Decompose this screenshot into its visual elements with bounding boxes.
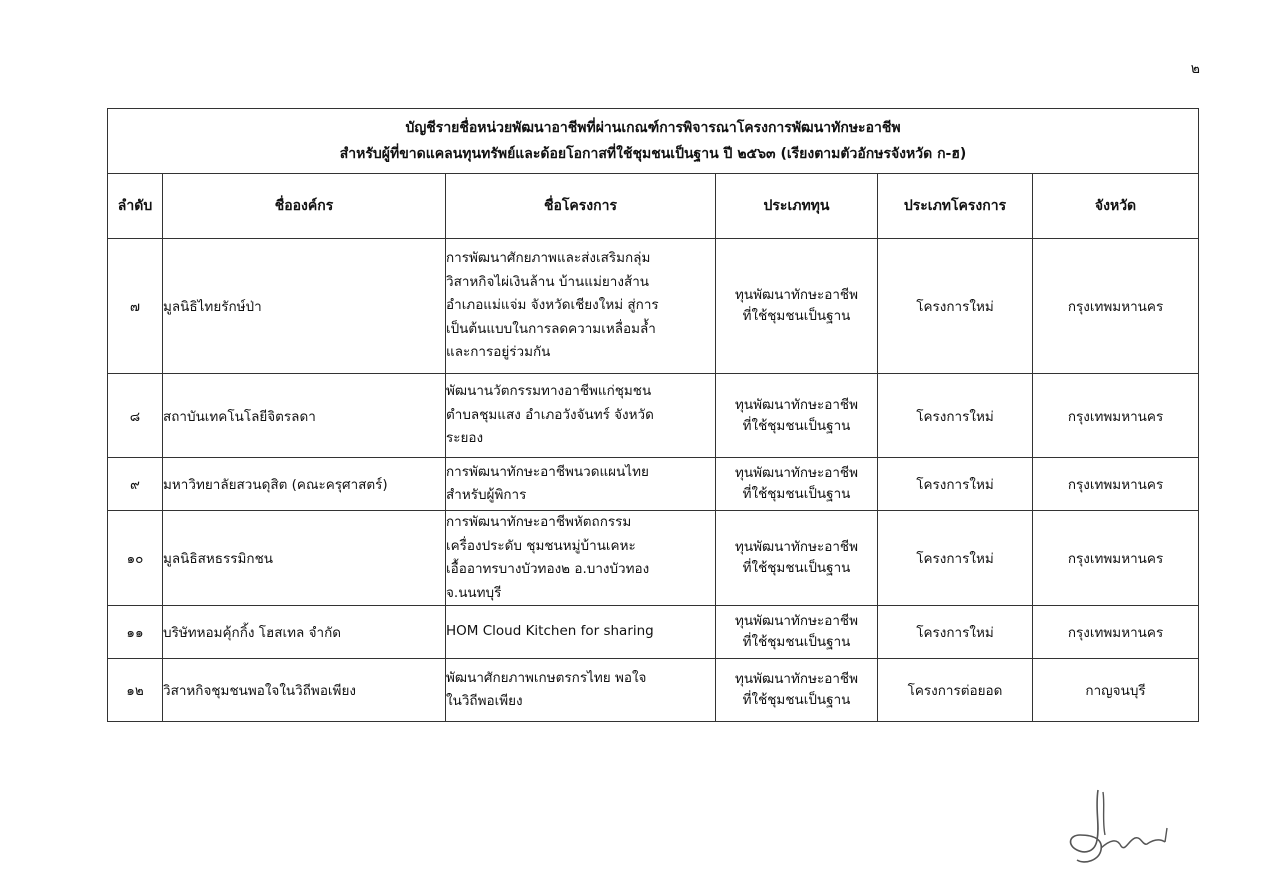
project-name-line: พัฒนานวัตกรรมทางอาชีพแก่ชุมชน bbox=[446, 383, 652, 400]
fund-type-line: ที่ใช้ชุมชนเป็นฐาน bbox=[742, 560, 851, 576]
row-number: ๑๒ bbox=[108, 659, 163, 722]
table-row bbox=[108, 606, 1199, 659]
province: กรุงเทพมหานคร bbox=[1033, 458, 1199, 511]
header-fund-type: ประเภททุน bbox=[716, 174, 878, 239]
header-org: ชื่อองค์กร bbox=[163, 174, 446, 239]
header-no: ลำดับ bbox=[108, 174, 163, 239]
org-name: บริษัทหอมคุ้กกิ้ง โฮสเทล จำกัด bbox=[163, 606, 446, 659]
fund-type bbox=[716, 458, 878, 511]
table-row bbox=[108, 374, 1199, 458]
project-name bbox=[446, 511, 716, 606]
row-number: ๘ bbox=[108, 374, 163, 458]
project-name-line: พัฒนาศักยภาพเกษตรกรไทย พอใจ bbox=[446, 669, 647, 686]
title-line-2: สำหรับผู้ที่ขาดแคลนทุนทรัพย์และด้อยโอกาสที่ใช้ชุมชนเป็นฐาน ปี ๒๕๖๓ (เรียงตามตัวอักษรจังหวัด ก-ฮ) bbox=[339, 146, 967, 162]
project-type: โครงการใหม่ bbox=[878, 606, 1033, 659]
org-name: มหาวิทยาลัยสวนดุสิต (คณะครุศาสตร์) bbox=[163, 458, 446, 511]
org-name: วิสาหกิจชุมชนพอใจในวิถีพอเพียง bbox=[163, 659, 446, 722]
project-name-line: เครื่องประดับ ชุมชนหมู่บ้านเคหะ bbox=[446, 537, 636, 554]
table-row bbox=[108, 511, 1199, 606]
province: กาญจนบุรี bbox=[1033, 659, 1199, 722]
table-row bbox=[108, 239, 1199, 374]
org-name: มูลนิธิไทยรักษ์ป่า bbox=[163, 239, 446, 374]
fund-type bbox=[716, 511, 878, 606]
project-name-line: ระยอง bbox=[446, 430, 484, 447]
project-name-line: ในวิถีพอเพียง bbox=[446, 693, 523, 709]
title-line-1: บัญชีรายชื่อหน่วยพัฒนาอาชีพที่ผ่านเกณฑ์การพิจารณาโครงการพัฒนาทักษะอาชีพ bbox=[405, 120, 901, 136]
table-row bbox=[108, 458, 1199, 511]
project-name bbox=[446, 606, 716, 659]
fund-type-line: ทุนพัฒนาทักษะอาชีพ bbox=[734, 287, 858, 303]
project-name bbox=[446, 374, 716, 458]
table-body bbox=[108, 239, 1199, 722]
project-name bbox=[446, 458, 716, 511]
project-type: โครงการต่อยอด bbox=[878, 659, 1033, 722]
fund-type bbox=[716, 239, 878, 374]
fund-type-line: ที่ใช้ชุมชนเป็นฐาน bbox=[742, 692, 851, 708]
page-number: ๒ bbox=[1190, 61, 1200, 77]
province: กรุงเทพมหานคร bbox=[1033, 511, 1199, 606]
header-project-type: ประเภทโครงการ bbox=[878, 174, 1033, 239]
fund-type-line: ทุนพัฒนาทักษะอาชีพ bbox=[734, 671, 858, 687]
org-name: มูลนิธิสหธรรมิกชน bbox=[163, 511, 446, 606]
project-name-line: เป็นต้นแบบในการลดความเหลื่อมล้ำ bbox=[446, 320, 656, 337]
table-title-row bbox=[108, 109, 1199, 174]
project-type: โครงการใหม่ bbox=[878, 239, 1033, 374]
row-number: ๑๐ bbox=[108, 511, 163, 606]
project-name-line: จ.นนทบุรี bbox=[446, 584, 502, 601]
province: กรุงเทพมหานคร bbox=[1033, 239, 1199, 374]
fund-type bbox=[716, 659, 878, 722]
project-name-line: การพัฒนาศักยภาพและส่งเสริมกลุ่ม bbox=[446, 250, 651, 267]
org-name: สถาบันเทคโนโลยีจิตรลดา bbox=[163, 374, 446, 458]
project-name-line: วิสาหกิจไผ่เงินล้าน บ้านแม่ยางส้าน bbox=[446, 273, 650, 290]
fund-type-line: ทุนพัฒนาทักษะอาชีพ bbox=[734, 613, 858, 629]
signature bbox=[1055, 780, 1185, 875]
row-number: ๑๑ bbox=[108, 606, 163, 659]
province: กรุงเทพมหานคร bbox=[1033, 606, 1199, 659]
project-name-line: สำหรับผู้พิการ bbox=[446, 487, 527, 503]
project-name-line: HOM Cloud Kitchen for sharing bbox=[446, 623, 654, 640]
fund-type bbox=[716, 374, 878, 458]
project-table bbox=[107, 108, 1199, 722]
project-name-line: ตำบลชุมแสง อำเภอวังจันทร์ จังหวัด bbox=[446, 406, 654, 423]
fund-type-line: ที่ใช้ชุมชนเป็นฐาน bbox=[742, 634, 851, 650]
table-row bbox=[108, 659, 1199, 722]
fund-type-line: ทุนพัฒนาทักษะอาชีพ bbox=[734, 539, 858, 555]
project-name-line: การพัฒนาทักษะอาชีพนวดแผนไทย bbox=[446, 463, 649, 480]
row-number: ๗ bbox=[108, 239, 163, 374]
fund-type-line: ทุนพัฒนาทักษะอาชีพ bbox=[734, 465, 858, 481]
project-type: โครงการใหม่ bbox=[878, 511, 1033, 606]
project-name-line: และการอยู่ร่วมกัน bbox=[446, 344, 551, 361]
project-name-line: อำเภอแม่แจ่ม จังหวัดเชียงใหม่ สู่การ bbox=[446, 297, 659, 314]
project-name bbox=[446, 659, 716, 722]
fund-type-line: ที่ใช้ชุมชนเป็นฐาน bbox=[742, 417, 851, 434]
province: กรุงเทพมหานคร bbox=[1033, 374, 1199, 458]
header-project: ชื่อโครงการ bbox=[446, 174, 716, 239]
project-type: โครงการใหม่ bbox=[878, 374, 1033, 458]
fund-type bbox=[716, 606, 878, 659]
project-type: โครงการใหม่ bbox=[878, 458, 1033, 511]
header-province: จังหวัด bbox=[1033, 174, 1199, 239]
project-name-line: เอื้ออาทรบางบัวทอง๒ อ.บางบัวทอง bbox=[446, 561, 650, 577]
table-title bbox=[108, 109, 1199, 174]
header-row bbox=[108, 174, 1199, 239]
fund-type-line: ทุนพัฒนาทักษะอาชีพ bbox=[734, 396, 858, 413]
fund-type-line: ที่ใช้ชุมชนเป็นฐาน bbox=[742, 486, 851, 502]
row-number: ๙ bbox=[108, 458, 163, 511]
project-name bbox=[446, 239, 716, 374]
project-name-line: การพัฒนาทักษะอาชีพหัตถกรรม bbox=[446, 514, 632, 530]
fund-type-line: ที่ใช้ชุมชนเป็นฐาน bbox=[742, 308, 851, 324]
